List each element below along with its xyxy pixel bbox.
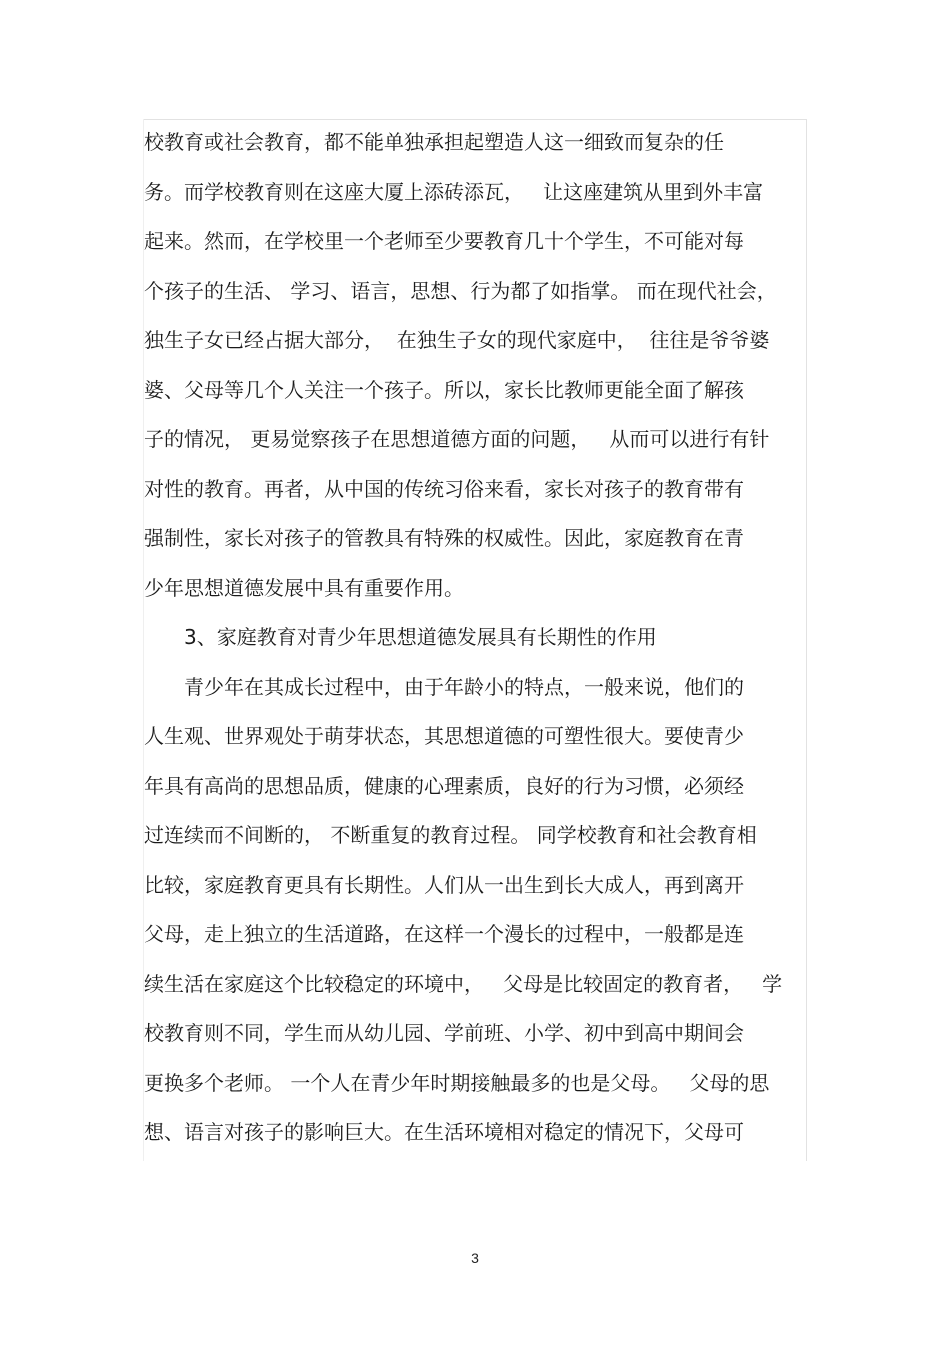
text-line: 强制性，家长对孩子的管教具有特殊的权威性。因此，家庭教育在青 [144,526,744,550]
text-line: 想、语言对孩子的影响巨大。在生活环境相对稳定的情况下，父母可 [144,1120,744,1144]
page-frame-top-border [143,119,807,120]
text-line: 校教育则不同，学生而从幼儿园、学前班、小学、初中到高中期间会 [144,1021,744,1045]
text-line: 个孩子的生活、 学习、语言，思想、行为都了如指掌。 而在现代社会， [144,278,777,303]
text-line: 独生子女已经占据大部分， 在独生子女的现代家庭中， 往往是爷爷婆 [144,328,770,352]
text-line: 婆、父母等几个人关注一个孩子。所以，家长比教师更能全面了解孩 [144,377,744,402]
text-line: 校教育或社会教育，都不能单独承担起塑造人这一细致而复杂的任 [144,130,724,154]
text-line: 更换多个老师。 一个人在青少年时期接触最多的也是父母。 父母的思 [144,1070,770,1095]
text-line: 对性的教育。再者，从中国的传统习俗来看，家长对孩子的教育带有 [144,476,744,501]
text-line: 少年思想道德发展中具有重要作用。 [144,575,464,600]
text-line: 父母，走上独立的生活道路，在这样一个漫长的过程中，一般都是连 [144,922,744,946]
text-line: 比较，家庭教育更具有长期性。人们从一出生到长大成人，再到离开 [144,872,744,897]
document-body [144,122,808,1162]
page-number: 3 [471,1250,479,1266]
text-line: 续生活在家庭这个比较稳定的环境中， 父母是比较固定的教育者， 学 [144,971,783,996]
section-heading: 3、家庭教育对青少年思想道德发展具有长期性的作用 [184,625,657,649]
text-line: 过连续而不间断的， 不断重复的教育过程。 同学校教育和社会教育相 [144,823,757,847]
text-line: 人生观、世界观处于萌芽状态，其思想道德的可塑性很大。要使青少 [144,724,744,748]
text-line: 务。而学校教育则在这座大厦上添砖添瓦， 让这座建筑从里到外丰富 [144,179,764,204]
paragraph-first-line: 青少年在其成长过程中，由于年龄小的特点，一般来说，他们的 [184,674,744,699]
text-line: 起来。然而，在学校里一个老师至少要教育几十个学生，不可能对每 [144,229,744,253]
text-line: 子的情况， 更易觉察孩子在思想道德方面的问题， 从而可以进行有针 [144,427,770,451]
text-line: 年具有高尚的思想品质，健康的心理素质，良好的行为习惯，必须经 [144,773,744,798]
